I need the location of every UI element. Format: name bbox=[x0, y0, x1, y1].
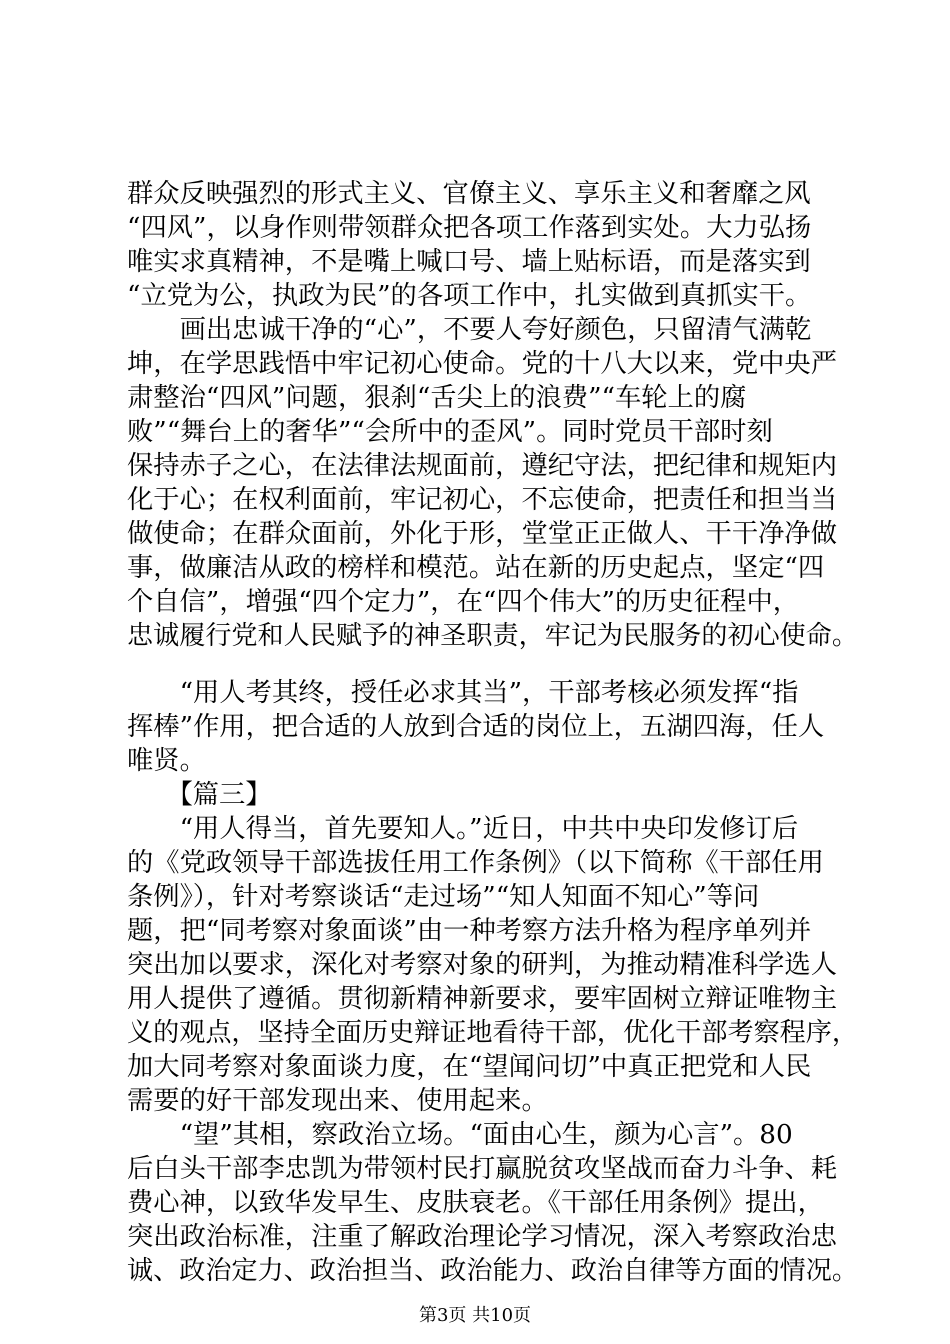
text-line: 事，做廉洁从政的榜样和模范。站在新的历史起点，坚定“四 bbox=[127, 553, 825, 583]
text-line: “四风”，以身作则带领群众把各项工作落到实处。大力弘扬 bbox=[127, 213, 812, 243]
text-line: 忠诚履行党和人民赋予的神圣职责，牢记为民服务的初心使命。 bbox=[127, 621, 858, 651]
text-line: “用人考其终，授任必求其当”，干部考核必须发挥“指 bbox=[127, 678, 799, 708]
text-line: 突出加以要求，深化对考察对象的研判，为推动精准科学选人 bbox=[127, 950, 838, 980]
text-line: “用人得当，首先要知人。”近日，中共中央印发修订后 bbox=[127, 814, 799, 844]
text-line: 后白头干部李忠凯为带领村民打赢脱贫攻坚战而奋力斗争、耗 bbox=[127, 1154, 838, 1184]
text-line: 挥棒”作用，把合适的人放到合适的岗位上，五湖四海，任人 bbox=[127, 712, 825, 742]
text-line: 肃整治“四风”问题，狠刹“舌尖上的浪费”“车轮上的腐 bbox=[127, 383, 747, 413]
text-line: 用人提供了遵循。贯彻新精神新要求，要牢固树立辩证唯物主 bbox=[127, 984, 838, 1014]
text-line: 做使命；在群众面前，外化于形，堂堂正正做人、干干净净做 bbox=[127, 519, 838, 549]
text-line: 保持赤子之心，在法律法规面前，遵纪守法，把纪律和规矩内 bbox=[127, 451, 838, 481]
text-line: 需要的好干部发现出来、使用起来。 bbox=[127, 1086, 548, 1116]
text-line: 画出忠诚干净的“心”，不要人夸好颜色，只留清气满乾 bbox=[127, 315, 812, 345]
text-line: 群众反映强烈的形式主义、官僚主义、享乐主义和奢靡之风 bbox=[127, 179, 811, 209]
text-line: 突出政治标准，注重了解政治理论学习情况，深入考察政治忠 bbox=[127, 1222, 838, 1252]
text-line: 唯实求真精神，不是嘴上喊口号、墙上贴标语，而是落实到 bbox=[127, 247, 811, 277]
text-line: “立党为公，执政为民”的各项工作中，扎实做到真抓实干。 bbox=[127, 281, 812, 311]
text-line: 坤，在学思践悟中牢记初心使命。党的十八大以来，党中央严 bbox=[127, 349, 838, 379]
text-line: 的《党政领导干部选拔任用工作条例》（以下简称《干部任用 bbox=[127, 848, 824, 878]
text-line: 个自信”，增强“四个定力”，在“四个伟大”的历史征程中， bbox=[127, 587, 800, 617]
text-line: 题，把“同考察对象面谈”由一种考察方法升格为程序单列并 bbox=[127, 916, 812, 946]
text-line: 条例》），针对考察谈话“走过场”“知人知面不知心”等问 bbox=[127, 882, 760, 912]
text-line: 诚、政治定力、政治担当、政治能力、政治自律等方面的情况。 bbox=[127, 1256, 858, 1286]
text-line: 义的观点，坚持全面历史辩证地看待干部，优化干部考察程序， bbox=[127, 1018, 858, 1048]
text-line: 唯贤。 bbox=[127, 746, 206, 776]
text-line: 化于心；在权利面前，牢记初心，不忘使命，把责任和担当当 bbox=[127, 485, 838, 515]
section-heading: 【篇三】 bbox=[127, 780, 272, 810]
page-footer: 第3页 共10页 bbox=[418, 1305, 532, 1326]
text-line: 败”“舞台上的奢华”“会所中的歪风”。同时党员干部时刻 bbox=[127, 417, 773, 447]
text-line: 费心神，以致华发早生、皮肤衰老。《干部任用条例》提出， bbox=[127, 1188, 824, 1218]
text-line: “望”其相，察政治立场。“面由心生，颜为心言”。80 bbox=[127, 1120, 793, 1150]
text-line: 加大同考察对象面谈力度，在“望闻问切”中真正把党和人民 bbox=[127, 1052, 812, 1082]
